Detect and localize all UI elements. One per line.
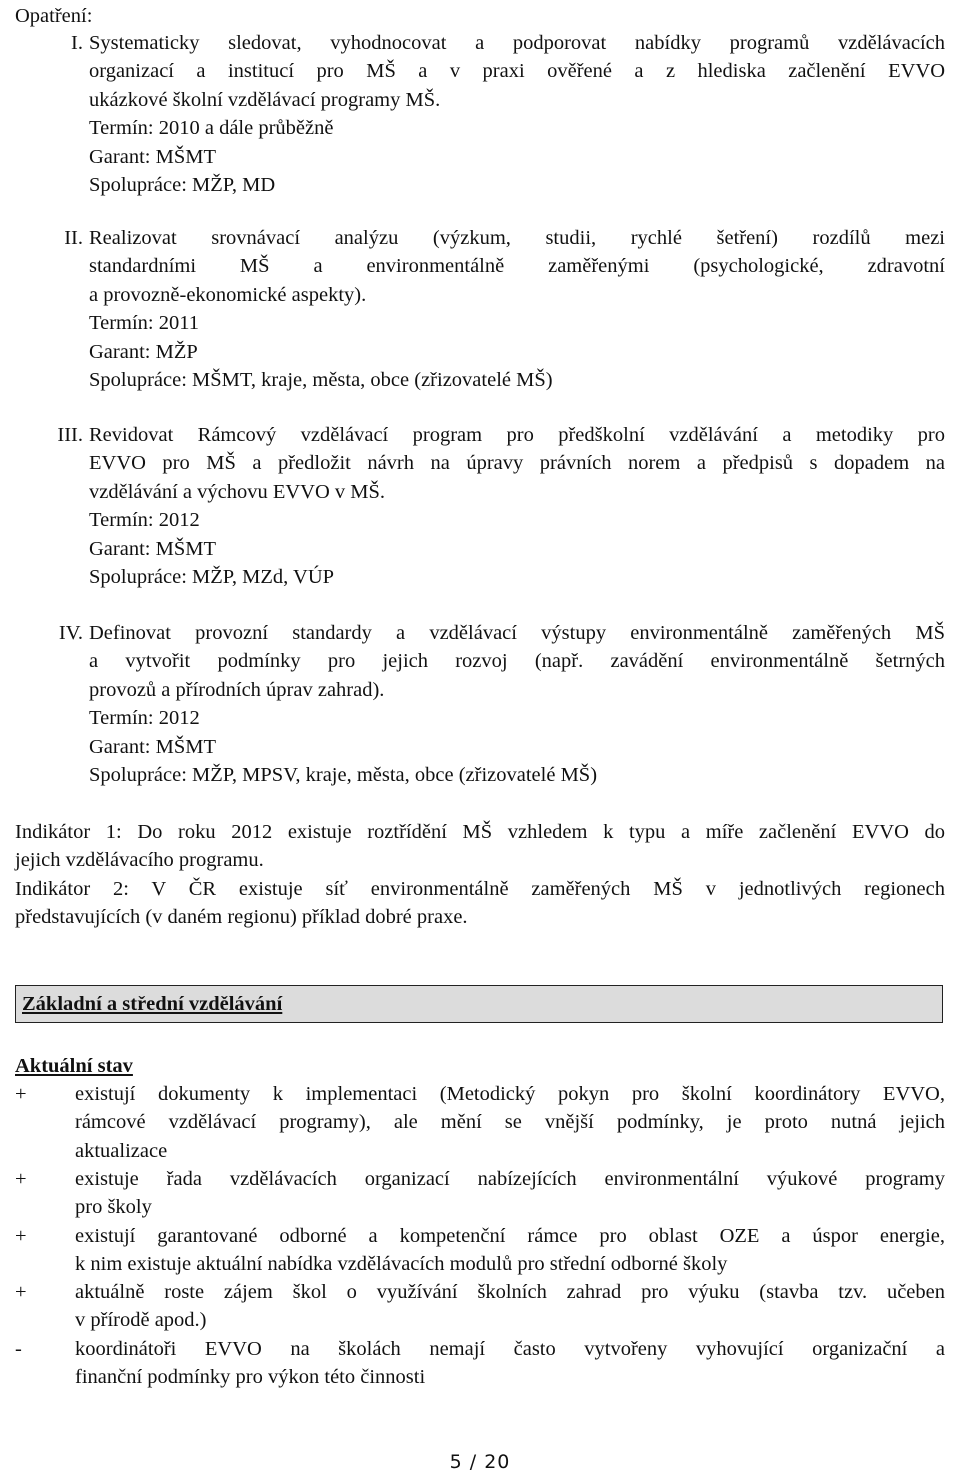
list-item-line: koordinátoři EVVO na školách nemají často vytvořeny vyhovující organizační a — [75, 1338, 945, 1360]
page-number: 5 / 20 — [449, 1451, 511, 1473]
indicator-line: jejich vzdělávacího programu. — [15, 849, 264, 872]
item-number: III. — [57, 424, 83, 446]
list-item-line: existují dokumenty k implementaci (Metodický pokyn pro školní koordinátory EVVO, — [75, 1083, 945, 1105]
item-cooperation: Spolupráce: MŠMT, kraje, města, obce (zřizovatelé MŠ) — [89, 369, 553, 392]
indicator-line: představujících (v daném regionu) příklad dobré praxe. — [15, 906, 468, 929]
indicators-block — [15, 818, 945, 932]
plus-marker: + — [15, 1083, 27, 1105]
opatreni-heading: Opatření: — [15, 5, 93, 27]
item-guarantor: Garant: MŠMT — [89, 537, 216, 560]
item-number: II. — [64, 227, 83, 249]
item-deadline: Termín: 2010 a dále průběžně — [89, 117, 334, 140]
item-text-line: Systematicky sledovat, vyhodnocovat a podporovat nabídky programů vzdělávacích — [89, 32, 945, 54]
list-item-line: aktualizace — [75, 1139, 168, 1162]
current-state-heading: Aktuální stav — [15, 1055, 133, 1077]
item-cooperation: Spolupráce: MŽP, MD — [89, 174, 276, 197]
list-item-line: k nim existuje aktuální nabídka vzdělávacích modulů pro střední odborné školy — [75, 1253, 728, 1276]
item-number: I. — [71, 32, 83, 54]
list-item-line: pro školy — [75, 1196, 152, 1219]
item-text-line: Realizovat srovnávací analýzu (výzkum, studii, rychlé šetření) rozdílů mezi — [89, 227, 945, 249]
item-number: IV. — [58, 622, 83, 644]
item-deadline: Termín: 2012 — [89, 509, 200, 532]
item-cooperation: Spolupráce: MŽP, MPSV, kraje, města, obce (zřizovatelé MŠ) — [89, 764, 598, 787]
section-title: Základní a střední vzdělávání — [22, 993, 283, 1015]
section-heading-box — [15, 985, 943, 1023]
item-guarantor: Garant: MŠMT — [89, 735, 216, 758]
item-guarantor: Garant: MŠMT — [89, 145, 216, 168]
list-item-line: rámcové vzdělávací programy), ale mění se vnější podmínky, je proto nutná jejich — [75, 1111, 945, 1134]
indicator-line: Indikátor 2: V ČR existuje síť environmentálně zaměřených MŠ v jednotlivých regionech — [15, 877, 945, 900]
item-text-line: EVVO pro MŠ a předložit návrh na úpravy právních norem a předpisů s dopadem na — [89, 452, 945, 475]
item-text-line: ukázkové školní vzdělávací programy MŠ. — [89, 88, 441, 111]
item-text-line: a provozně-ekonomické aspekty). — [89, 283, 367, 306]
list-item-line: finanční podmínky pro výkon této činnosti — [75, 1366, 426, 1389]
item-text-line: standardními MŠ a environmentálně zaměřenými (psychologické, zdravotní — [89, 255, 945, 278]
item-text-line: provozů a přírodních úprav zahrad). — [89, 678, 385, 701]
item-cooperation: Spolupráce: MŽP, MZd, VÚP — [89, 566, 335, 589]
plus-marker: + — [15, 1281, 27, 1303]
list-item-line: aktuálně roste zájem škol o využívání školních zahrad pro výuku (stavba tzv. učeben — [75, 1281, 945, 1303]
list-item-line: v přírodě apod.) — [75, 1309, 207, 1332]
indicator-line: Indikátor 1: Do roku 2012 existuje roztřídění MŠ vzhledem k typu a míře začlenění EVVO do — [15, 821, 945, 843]
item-deadline: Termín: 2012 — [89, 707, 200, 730]
list-item-line: existuje řada vzdělávacích organizací nabízejících environmentální výukové programy — [75, 1168, 945, 1190]
minus-marker: - — [15, 1338, 22, 1360]
plus-marker: + — [15, 1225, 27, 1247]
item-text-line: Definovat provozní standardy a vzdělávací výstupy environmentálně zaměřených MŠ — [89, 622, 945, 644]
item-guarantor: Garant: MŽP — [89, 340, 198, 363]
item-text-line: organizací a institucí pro MŠ a v praxi ověřené a z hlediska začlenění EVVO — [89, 60, 945, 83]
item-text-line: Revidovat Rámcový vzdělávací program pro předškolní vzdělávání a metodiky pro — [89, 424, 945, 446]
item-text-line: a vytvořit podmínky pro jejich rozvoj (např. zavádění environmentálně šetrných — [89, 650, 945, 673]
item-deadline: Termín: 2011 — [89, 312, 199, 335]
plus-marker: + — [15, 1168, 27, 1190]
list-item-line: existují garantované odborné a kompetenční rámce pro oblast OZE a úspor energie, — [75, 1225, 945, 1247]
item-text-line: vzdělávání a výchovu EVVO v MŠ. — [89, 480, 386, 503]
